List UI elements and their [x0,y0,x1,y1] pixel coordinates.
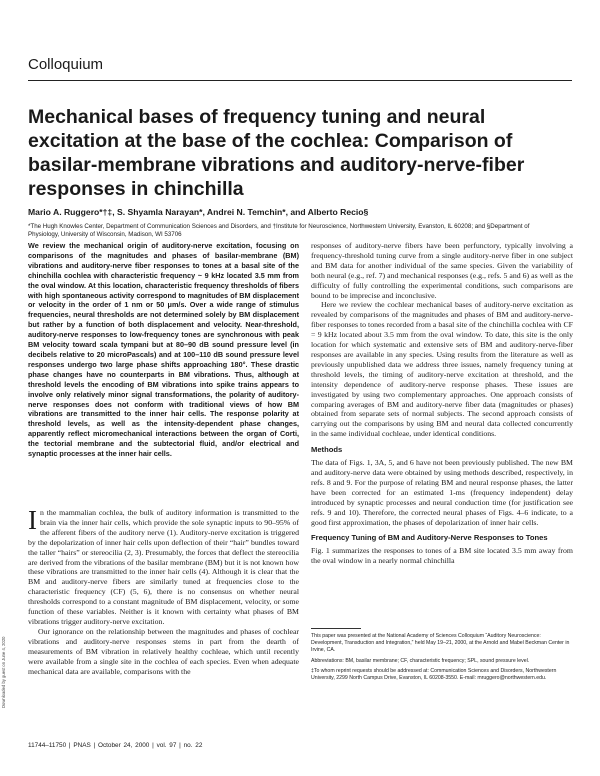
footnote-abbreviations: Abbreviations: BM, basilar membrane; CF, characteristic frequency; SPL, sound pressure level. [311,657,530,664]
right-paragraph-1: responses of auditory-nerve fibers have been perfunctory, typically involving a frequency-threshold tuning curve from a single auditory-nerve fiber in one subject and BM data for another individual of the same species. Given the variability of both neural (e.g., ref. 7) and mechanical responses (e.g., refs. 5 and 6) as well as the difficulty of fully controlling the experimental conditions, such comparisons are bound to be imprecise and inconclusive. [311,241,573,300]
footnote-correspondence: ‡To whom reprint requests should be addressed at: Communication Sciences and Disorders, Northwestern University, 2299 North Campus Drive, Evanston, IL 60208-3550. E-mail: mruggero@northwestern.edu. [311,667,557,682]
article-title: Mechanical bases of frequency tuning and neural excitation at the base of the cochlea: Comparison of basilar-membrane vibrations and auditory-nerve-fiber responses in chinchilla [28,106,525,200]
intro-paragraph-2: Our ignorance on the relationship between the magnitudes and phases of cochlear vibrations and auditory-nerve responses stems in part from the dearth of measurements of BM vibration in relatively healthy cochleae, which until recently were available from a single site in the cochlea of each species. Even when adequate mechanical data are available, comparisons with the [28,626,299,676]
right-column [311,241,573,566]
right-paragraph-2: Here we review the cochlear mechanical bases of auditory-nerve excitation as revealed by comparisons of the magnitudes and phases of BM and auditory-nerve-fiber responses to tones recorded from a basal site of the chinchilla cochlea with CF = 9 kHz located about 3.5 mm from the oval window. To date, this site is the only location for which systematic and extensive sets of BM and auditory-nerve-fiber responses are available in any species. Using results from the literature as well as previously unpublished data we address three issues, namely frequency tuning at threshold levels, the timing of auditory-nerve excitation at threshold, and the intensity dependence of auditory-nerve response phases. These issues are investigated by using two complementary approaches. One approach consists of comparing averages of BM and auditory-nerve fiber data (magnitudes or phases) obtained from separate sets of normal subjects. The second approach consists of carrying out the comparisons by using BM and neural data collected concurrently in the same individual cochleae, under identical conditions. [311,300,573,439]
intro-text [28,505,299,676]
section-label: Colloquium [28,56,104,73]
download-note: Downloaded by guest on June 4, 2020 [1,636,6,708]
abstract: We review the mechanical origin of auditory-nerve excitation, focusing on comparisons of the magnitudes and phases of basilar-membrane (BM) vibrations and auditory-nerve fiber responses to tones at a basal site of the chinchilla cochlea with characteristic frequency ~ 9 kHz located 3.5 mm from the oval window. At this location, characteristic frequency thresholds of fibers with high spontaneous activity correspond to magnitudes of BM displacement or velocity in the order of 1 nm or 50 μm/s. Over a wide range of stimulus frequencies, neural thresholds are not determined solely by BM displacement but rather by a function of both displacement and velocity. Near-threshold, auditory-nerve responses to low-frequency tones are synchronous with peak BM velocity toward scala tympani but at 80–90 dB sound pressure level (in decibels relative to 20 microPascals) and at 100–110 dB sound pressure level responses undergo two large phase shifts approaching 180°. These drastic phase changes have no counterparts in BM vibrations. Thus, although at threshold levels the encoding of BM vibrations into spike trains appears to involve only relatively minor signal transformations, the polarity of auditory-nerve responses does not conform with traditional views of how BM vibrations are transmitted to the inner hair cells. The response polarity at threshold levels, as well as the intensity-dependent phase changes, apparently reflect micromechanical interactions between the organ of Corti, the tectorial membrane and the subtectorial fluid, and/or electrical and synaptic processes at the inner hair cells. [28,241,299,459]
methods-paragraph: The data of Figs. 1, 3A, 5, and 6 have not been previously published. The new BM and auditory-nerve data were obtained by using methods described, respectively, in refs. 8 and 9. For the purpose of relating BM and neural response phases, the latter have been corrected for an estimated 1-ms (frequency independent) delay introduced by synaptic processes and neural conduction time (for justification see refs. 9 and 10). Therefore, the corrected neural phases of Figs. 4–6 indicate, to a good first approximation, the phases of depolarization of inner hair cells. [311,458,573,527]
drop-cap: I [28,505,37,535]
footnote-rule [311,628,361,629]
methods-heading: Methods [311,445,343,455]
author-list: Mario A. Ruggero*†‡, S. Shyamla Narayan*, Andrei N. Temchin*, and Alberto Recio§ [28,207,369,217]
affiliations: *The Hugh Knowles Center, Department of Communication Sciences and Disorders, and †Institute for Neuroscience, Northwestern University, Evanston, IL 60208; and §Department of Physiology, University of Wisconsin, Madison, WI 53706 [28,223,530,238]
tuning-paragraph: Fig. 1 summarizes the responses to tones of a BM site located 3.5 mm away from the oval window in a nearly normal chinchilla [311,546,573,566]
intro-paragraph-1 [28,505,299,627]
footnote-colloquium: This paper was presented at the National Academy of Sciences Colloquium “Auditory Neuroscience: Development, Transduction and Integration,” held May 19–21, 2000, at the Arnold and Mabel Beckman Center in Irvine, CA. [311,633,570,654]
tuning-heading: Frequency Tuning of BM and Auditory-Nerve Responses to Tones [311,533,548,543]
footnotes [311,628,573,685]
intro-paragraph-1-text: n the mammalian cochlea, the bulk of auditory information is transmitted to the brain via the inner hair cells, which provide the sole synaptic inputs to 90–95% of the afferent fibers of the auditory nerve (1). Auditory-nerve excitation is triggered by the depolarization of inner hair cells upon deflection of their “hair” bundles toward the taller “hairs” or stereocilia (2, 3). Presumably, the forces that deflect the stereocilia are derived from the vibrations of the basilar membrane (BM) but it is not known how these vibrations are transmitted to the inner hair cells (4). Although it is clear that the BM and auditory-nerve fibers are similarly tuned at frequencies close to the characteristic frequency (CF) (5, 6), there is no consensus on whether neural thresholds correspond to a constant magnitude of BM displacement, velocity, or some function of these variables. Neither is it known with certainty what phases of BM vibrations trigger auditory-nerve excitation. [28,508,299,626]
page-footer: 11744–11750 | PNAS | October 24, 2000 | vol. 97 | no. 22 [28,742,203,749]
header-rule [28,80,572,81]
